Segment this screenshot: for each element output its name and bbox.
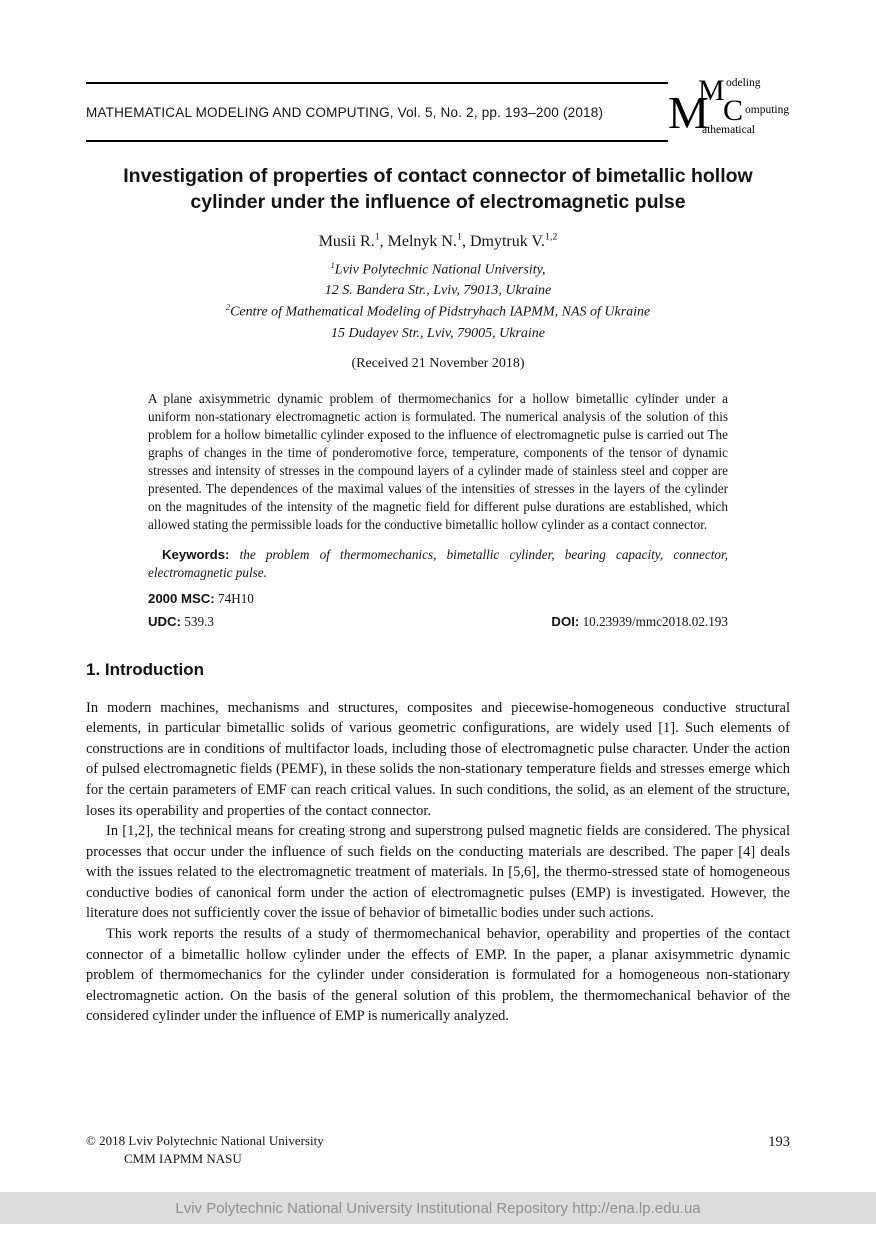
msc-value: 74H10	[218, 590, 254, 606]
affiliation-text: 15 Dudayev Str., Lviv, 79005, Ukraine	[331, 326, 545, 342]
page-footer	[86, 1132, 790, 1168]
copyright-block	[86, 1132, 324, 1168]
journal-citation-line: MATHEMATICAL MODELING AND COMPUTING, Vol. 5, No. 2, pp. 193–200 (2018)	[86, 104, 604, 120]
keywords-text: the problem of thermomechanics, bimetallic cylinder, bearing capacity, connector, electromagnetic pulse.	[148, 546, 728, 581]
journal-logo-icon	[668, 74, 790, 142]
logo-word-athematical: athematical	[702, 124, 755, 136]
logo-word-odeling: odeling	[726, 77, 761, 89]
affiliation-line	[86, 301, 790, 323]
authors-line	[86, 231, 790, 250]
affiliation-line	[86, 280, 790, 301]
page-content	[0, 74, 876, 1027]
author	[388, 233, 470, 250]
author	[319, 233, 388, 250]
author	[470, 233, 557, 250]
author-name: Musii R.	[318, 232, 375, 250]
abstract: A plane axisymmetric dynamic problem of thermomechanics for a hollow bimetallic cylinder under a uniform non-stationary electromagnetic action is formulated. The numerical analysis of the solution of this problem for a hollow bimetallic cylinder exposed to the influence of electromagnetic pulse is carried out The graphs of changes in the time of ponderomotive force, temperature, components of the tensor of dynamic stresses and intensity of stresses in the compound layers of a cylinder made of stainless steel and copper are presented. The dependences of the maximal values of the intensities of stresses in the layers of the cylinder on the magnitudes of the intensity of the magnetic field for different pulse durations are established, which allowed stating the permissible loads for the conductive bimetallic hollow cylinder as a contact connector.	[148, 391, 728, 532]
udc	[148, 614, 214, 630]
affiliation-text: Centre of Mathematical Modeling of Pidstryhach IAPMM, NAS of Ukraine	[230, 305, 651, 321]
paper-title: Investigation of properties of contact connector of bimetallic hollow cylinder under the influence of electromagnetic pulse	[123, 165, 753, 213]
doi	[551, 614, 728, 630]
doi-value: 10.23939/mmc2018.02.193	[582, 613, 728, 629]
copyright-line: © 2018 Lviv Polytechnic National University	[86, 1132, 324, 1148]
author-name: Melnyk N.	[387, 232, 457, 250]
logo-letter-m-mid: M	[698, 74, 725, 107]
received-date: (Received 21 November 2018)	[351, 356, 525, 372]
page-number: 193	[768, 1133, 790, 1150]
logo-letter-c: C	[723, 94, 744, 127]
udc-label: UDC:	[148, 613, 181, 629]
affiliation-line	[86, 259, 790, 281]
author-affiliation-sup: 1	[456, 231, 462, 243]
repository-watermark-bar	[0, 1192, 876, 1224]
intro-paragraph: This work reports the results of a study of thermomechanical behavior, operability and properties of the contact connector of a bimetallic hollow cylinder under the effects of EMP. In the paper, a planar axisymmetric dynamic problem of thermomechanics for the cylinder under consideration is formulated for a homogeneous non-stationary electromagnetic action. On the basis of the general solution of this problem, the thermomechanical behavior of the considered cylinder under the influence of EMP is numerically analyzed.	[86, 926, 790, 1025]
copyright-line: CMM IAPMM NASU	[124, 1150, 242, 1166]
udc-doi-line	[148, 614, 728, 630]
affiliation-text: 12 S. Bandera Str., Lviv, 79013, Ukraine	[324, 283, 552, 299]
keywords-block	[148, 546, 728, 583]
msc-line	[148, 591, 728, 607]
keywords-label: Keywords:	[162, 546, 230, 562]
affiliations-block	[86, 259, 790, 344]
author-affiliation-sup: 1,2	[544, 231, 558, 243]
author-affiliation-sup: 1	[374, 231, 380, 243]
author-name: Dmytruk V.	[469, 232, 545, 250]
repository-watermark-text: Lviv Polytechnic National University Institutional Repository http://ena.lp.edu.ua	[175, 1199, 701, 1217]
author-separator: ,	[461, 232, 470, 250]
logo-word-omputing: omputing	[745, 104, 790, 116]
journal-header	[86, 74, 790, 142]
author-separator: ,	[379, 232, 388, 250]
udc-value: 539.3	[184, 613, 214, 629]
affiliation-text: Lviv Polytechnic National University,	[334, 262, 546, 278]
intro-paragraph: In [1,2], the technical means for creating strong and superstrong pulsed magnetic fields are considered. The physical processes that occur under the influence of such fields on the conducting materials are described. The paper [4] deals with the issues related to the electromagnetic treatment of materials. In [5,6], the thermo-stressed state of homogeneous conductive bodies of canonical form under the action of electromagnetic pulses (EMP) is investigated. However, the literature does not sufficiently cover the issue of behavior of bimetallic bodies under such actions.	[86, 823, 790, 922]
doi-label: DOI:	[551, 613, 580, 629]
logo-letter-m-big: M	[668, 87, 709, 138]
affiliation-line	[86, 323, 790, 344]
affiliation-sup: 2	[225, 302, 231, 313]
msc-label: 2000 MSC:	[148, 590, 215, 606]
affiliation-sup: 1	[330, 259, 335, 270]
introduction-body	[86, 698, 790, 1027]
intro-paragraph: In modern machines, mechanisms and structures, composites and piecewise-homogeneous conductive structural elements, in particular bimetallic solids of various geometric configurations, are widely used [1]. Such elements of constructions are in conditions of multifactor loads, including those of electromagnetic pulse character. Under the action of pulsed electromagnetic fields (PEMF), in these solids the non-stationary temperature fields and stresses emerge which for the certain parameters of EMF can reach critical values. In such conditions, the solid, as an element of the structure, loses its operability and properties of the contact connector.	[86, 699, 790, 819]
section-heading-introduction: 1. Introduction	[86, 659, 205, 679]
